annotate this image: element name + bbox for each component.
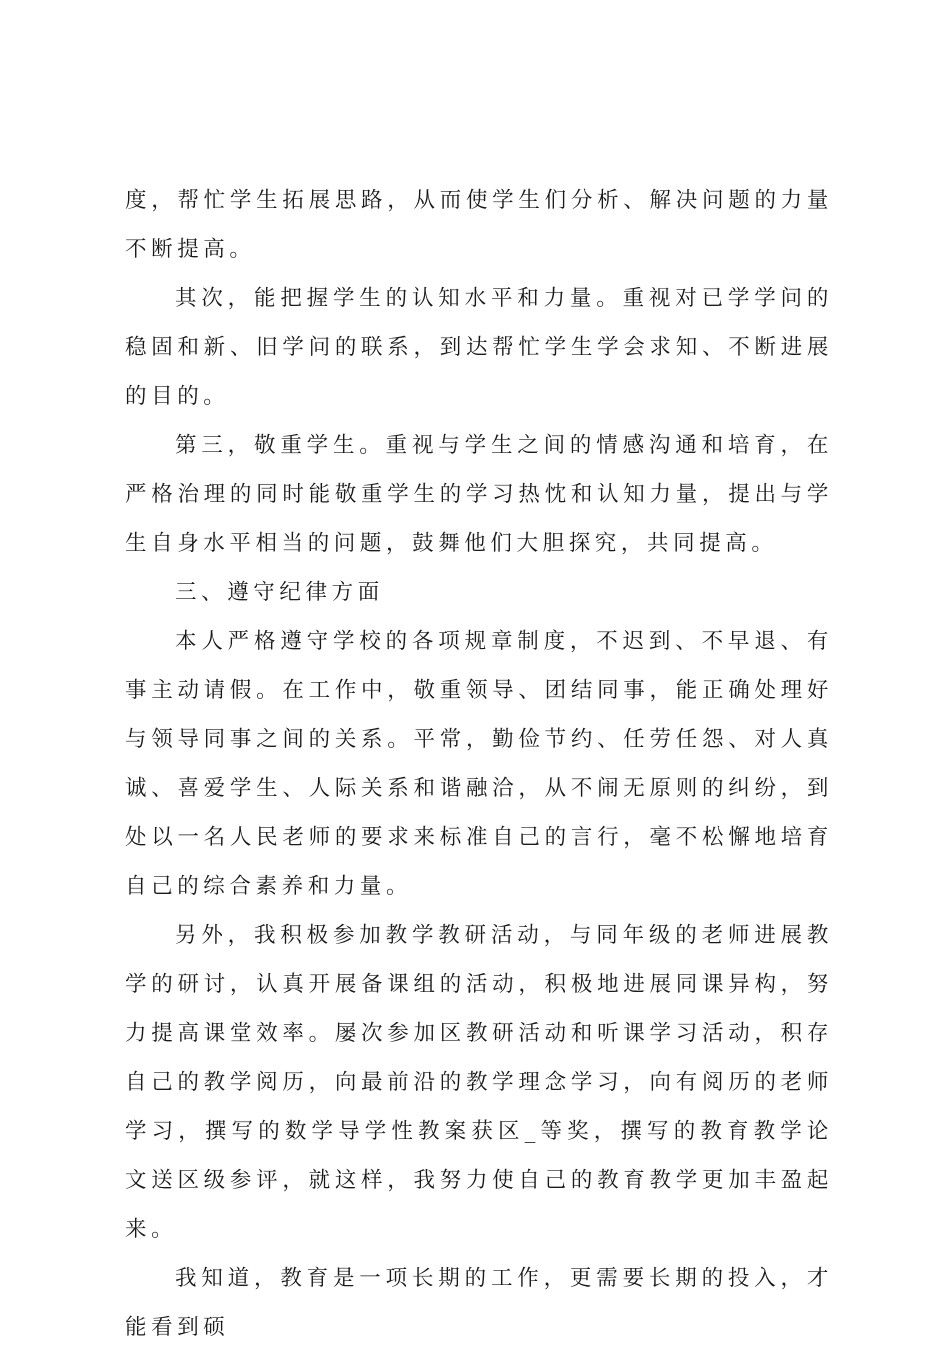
paragraph-discipline: 本人严格遵守学校的各项规章制度，不迟到、不早退、有事主动请假。在工作中，敬重领导、团结同事，能正确处理好与领导同事之间的关系。平常，勤俭节约、任劳任怨、对人真诚、喜爱学生、人际关系和谐融洽，从不闹无原则的纠纷，到处以一名人民老师的要求来标准自己的言行，毫不松懈地培育自己的综合素养和力量。 xyxy=(125,629,833,899)
section-heading-discipline: 三、遵守纪律方面 xyxy=(175,580,384,605)
paragraph-respect-students: 第三，敬重学生。重视与学生之间的情感沟通和培育，在严格治理的同时能敬重学生的学习热忱和认知力量，提出与学生自身水平相当的问题，鼓舞他们大胆探究，共同提高。 xyxy=(125,433,833,556)
paragraph-teaching-research: 另外，我积极参加教学教研活动，与同年级的老师进展教学的研讨，认真开展备课组的活动，积极地进展同课异构，努力提高课堂效率。屡次参加区教研活动和听课学习活动，积存自己的教学阅历，向最前沿的教学理念学习，向有阅历的老师学习，撰写的数学导学性教案获区_等奖，撰写的教育教学论文送区级参评，就这样，我努力使自己的教育教学更加丰盈起来。 xyxy=(125,923,833,1242)
paragraph-continuation: 度，帮忙学生拓展思路，从而使学生们分析、解决问题的力量不断提高。 xyxy=(125,188,833,262)
document-body xyxy=(125,176,833,1352)
paragraph-cognition: 其次，能把握学生的认知水平和力量。重视对已学学问的稳固和新、旧学问的联系，到达帮忙学生学会求知、不断进展的目的。 xyxy=(125,286,833,409)
paragraph-closing: 我知道，教育是一项长期的工作，更需要长期的投入，才能看到硕 xyxy=(125,1266,833,1340)
